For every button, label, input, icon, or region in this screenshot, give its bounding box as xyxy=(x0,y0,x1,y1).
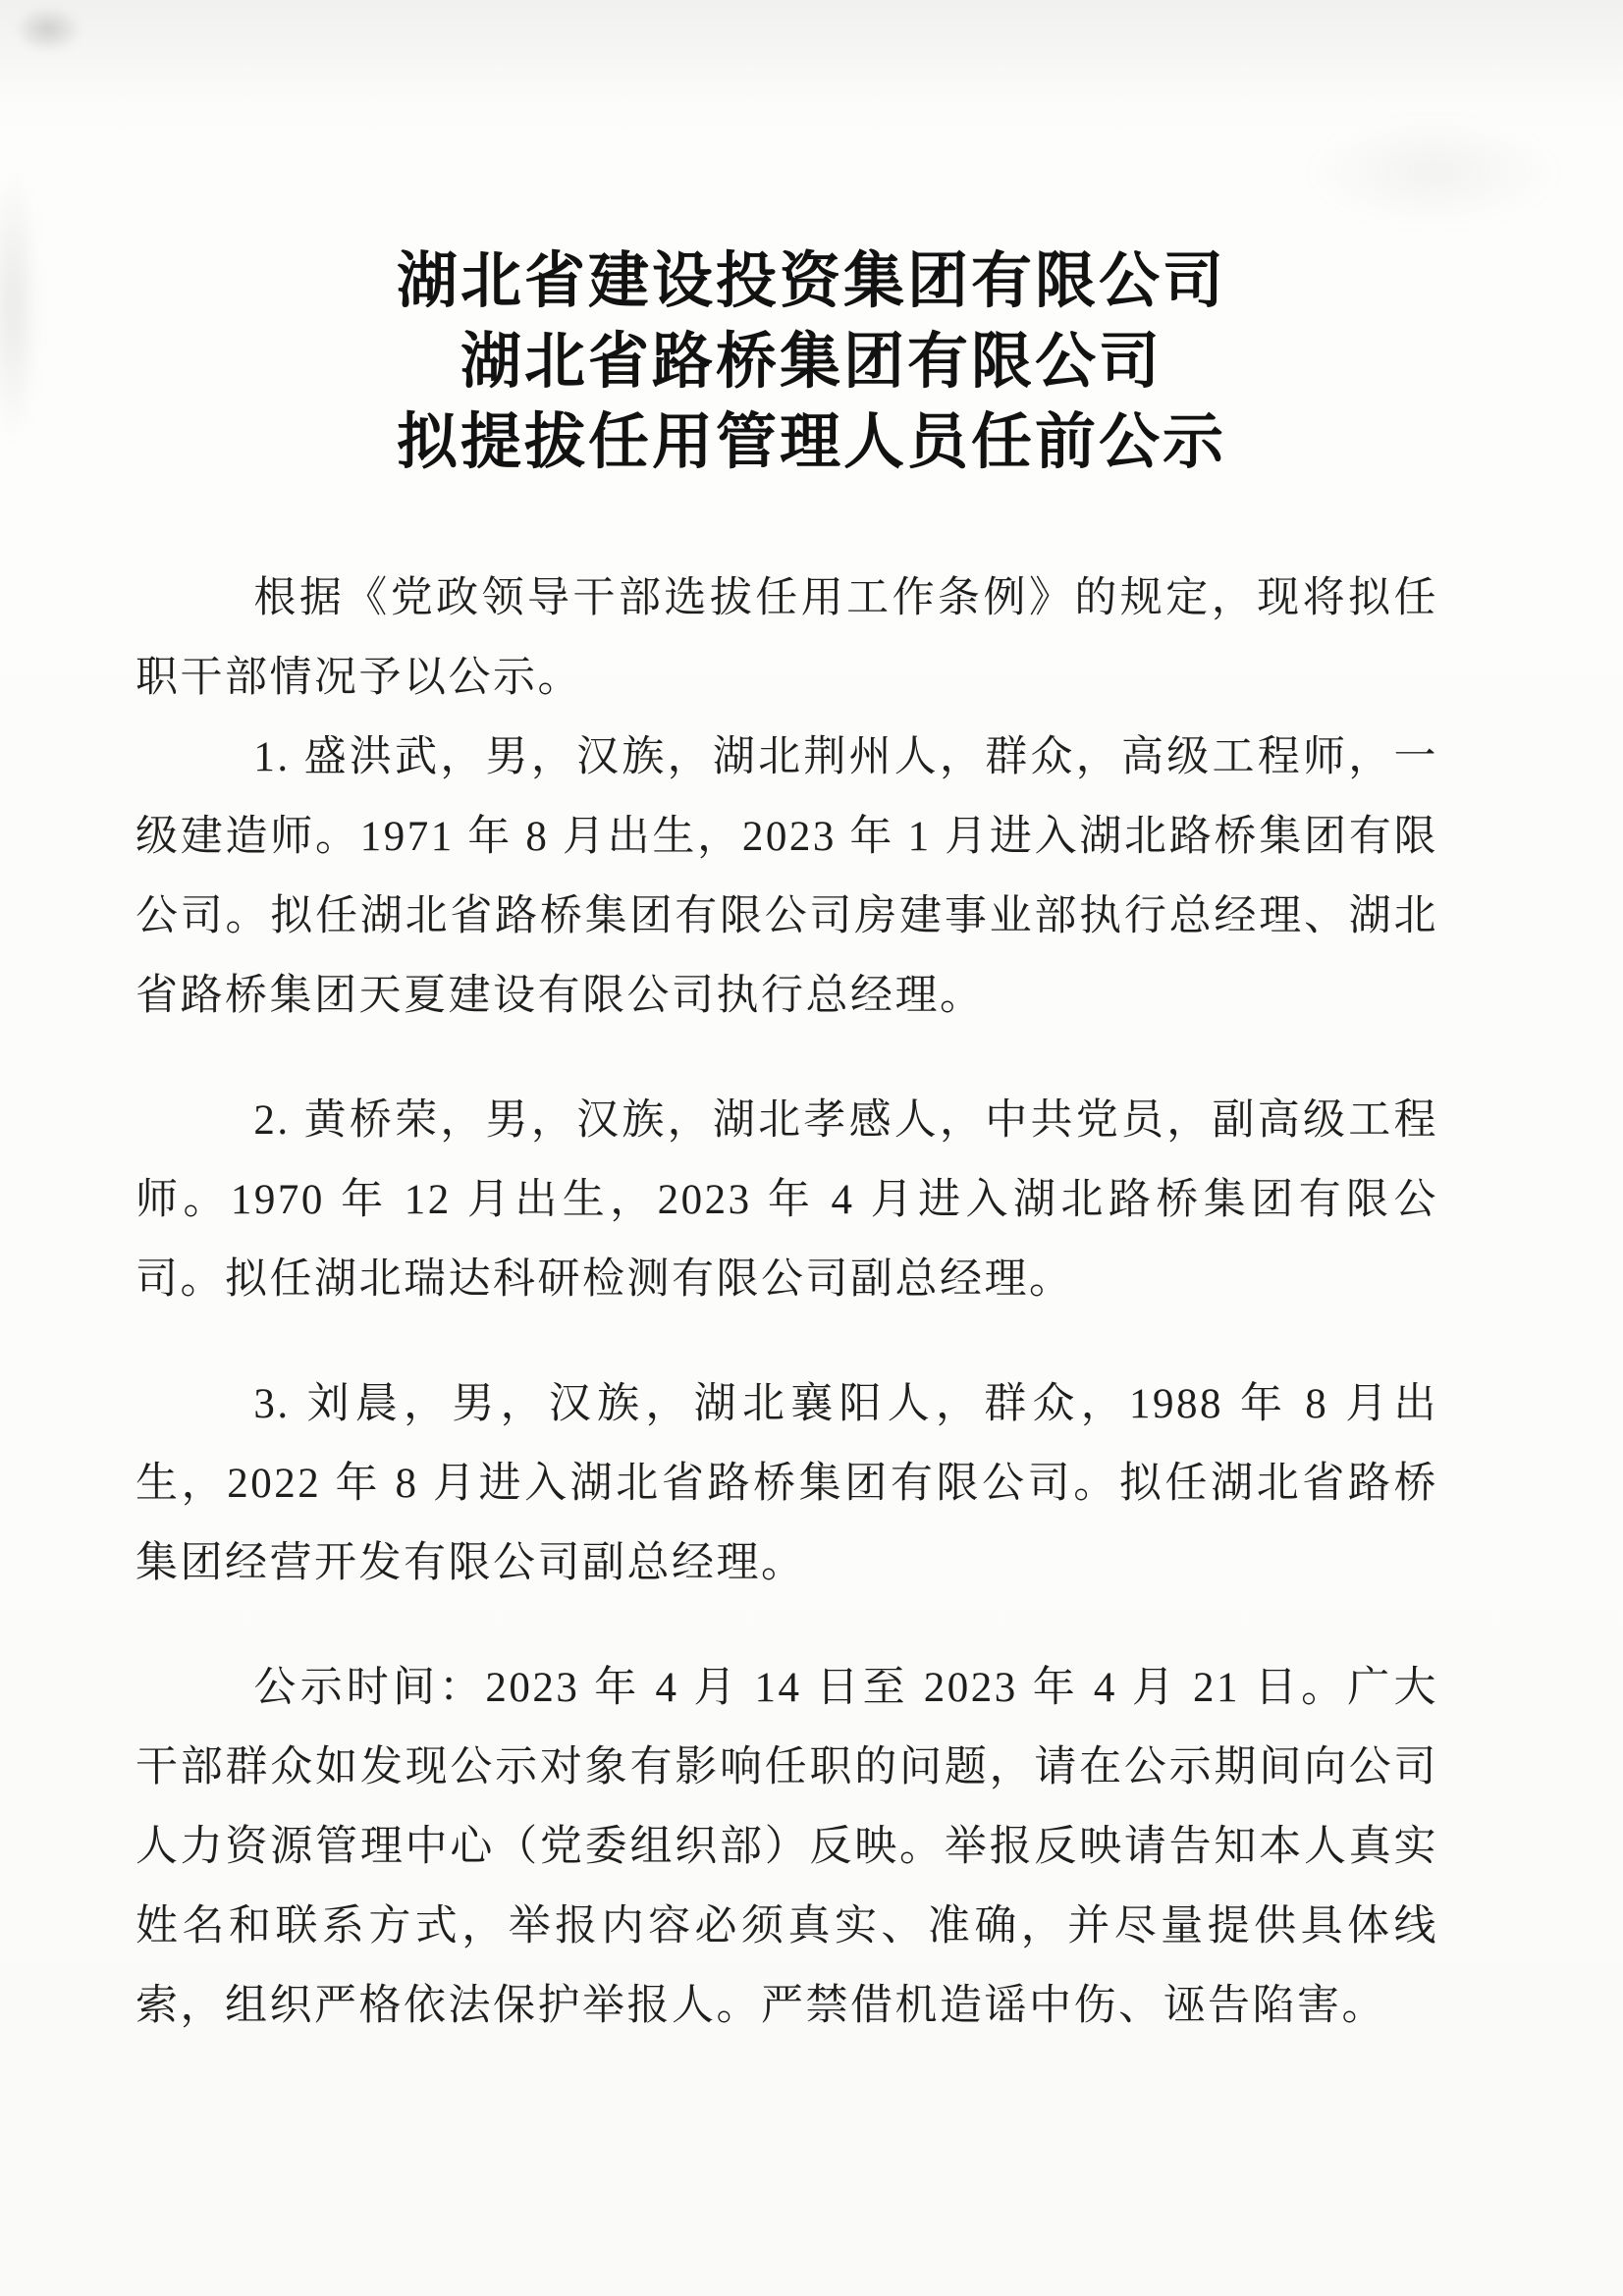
document-title xyxy=(0,0,1623,483)
title-line-notice-type: 拟提拔任用管理人员任前公示 xyxy=(396,409,1226,476)
document-body xyxy=(135,559,1438,2046)
intro-paragraph: 根据《党政领导干部选拔任用工作条例》的规定，现将拟任职干部情况予以公示。 xyxy=(135,575,1438,701)
title-line-company-sub: 湖北省路桥集团有限公司 xyxy=(460,329,1163,396)
candidate-2-paragraph: 2. 黄桥荣，男，汉族，湖北孝感人，中共党员，副高级工程师。1970 年 12 月出生，2023 年 4 月进入湖北路桥集团有限公司。拟任湖北瑞达科研检测有限公司副总经理。 xyxy=(135,1097,1438,1303)
candidate-1-paragraph: 1. 盛洪武，男，汉族，湖北荆州人，群众，高级工程师，一级建造师。1971 年 8 月出生，2023 年 1 月进入湖北路桥集团有限公司。拟任湖北省路桥集团有限公司房建事业部执行总经理、湖北省路桥集团天夏建设有限公司执行总经理。 xyxy=(135,734,1438,1019)
candidate-3-paragraph: 3. 刘晨，男，汉族，湖北襄阳人，群众，1988 年 8 月出生，2022 年 8 月进入湖北省路桥集团有限公司。拟任湖北省路桥集团经营开发有限公司副总经理。 xyxy=(135,1381,1438,1586)
publicity-notice-paragraph: 公示时间：2023 年 4 月 14 日至 2023 年 4 月 21 日。广大干部群众如发现公示对象有影响任职的问题，请在公示期间向公司人力资源管理中心（党委组织部）反映。举报反映请告知本人真实姓名和联系方式，举报内容必须真实、准确，并尽量提供具体线索，组织严格依法保护举报人。严禁借机造谣中伤、诬告陷害。 xyxy=(135,1665,1438,2029)
title-line-company-parent: 湖北省建设投资集团有限公司 xyxy=(396,248,1226,315)
